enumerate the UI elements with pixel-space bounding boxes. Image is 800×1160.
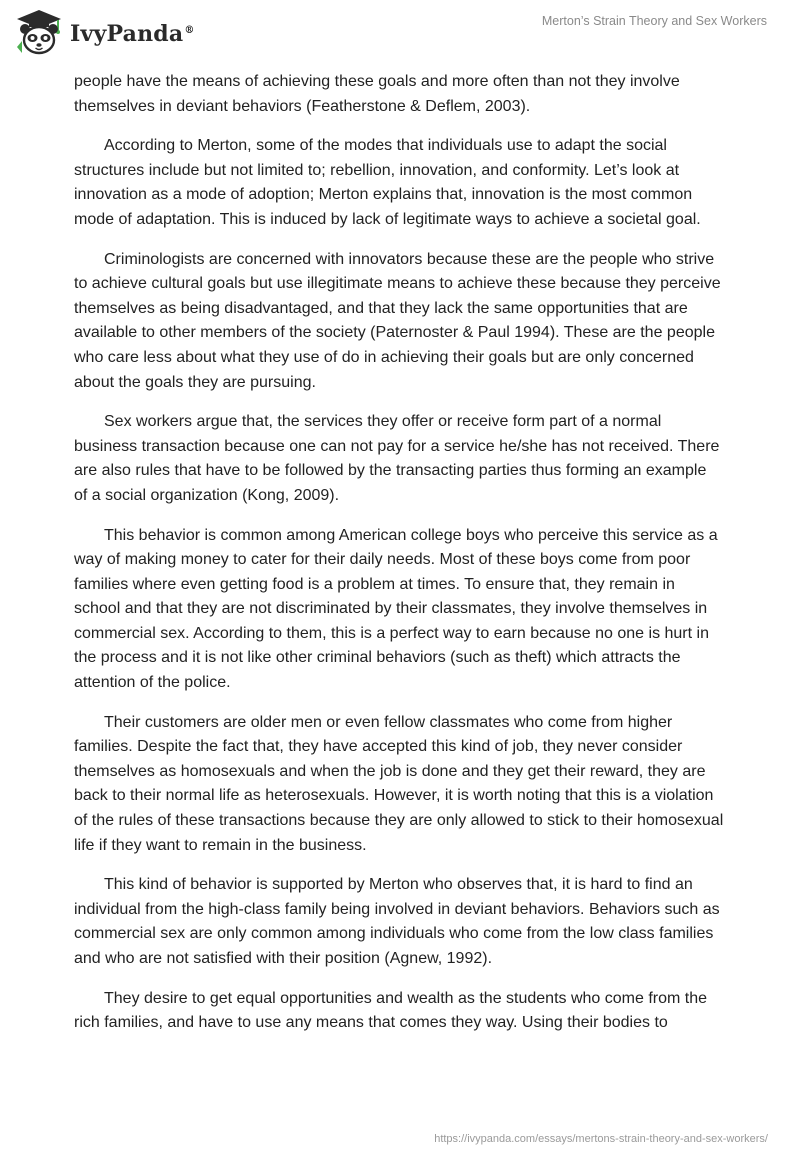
brand-name: IvyPanda® [70, 21, 195, 47]
source-url[interactable]: https://ivypanda.com/essays/mertons-strain-theory-and-sex-workers/ [434, 1133, 768, 1145]
registered-mark: ® [184, 24, 195, 36]
article-body [74, 70, 724, 1051]
page-header [0, 0, 800, 66]
paragraph-8: They desire to get equal opportunities and wealth as the students who come from the rich families, and have to use any means that comes they way. Using their bodies to [74, 989, 708, 1032]
brand-logo[interactable] [14, 7, 195, 57]
paragraph-6: Their customers are older men or even fellow classmates who come from higher families. Despite the fact that, they have accepted this kind of job, they never consider themselves as homosexuals and when the job is done and they get their reward, they are back to their normal life as heterosexuals. However, it is worth noting that this is a violation of the rules of these transactions because they are only allowed to stick to their homosexual life if they want to remain in the business. [74, 713, 724, 854]
paragraph-3: Criminologists are concerned with innovators because these are the people who strive to achieve cultural goals but use illegitimate means to achieve these because they perceive themselves as being disadvantaged, and that they lack the same opportunities that are available to other members of the society (Paternoster & Paul 1994). These are the people who care less about what they use of do in achieving their goals but are only concerned about the goals they are pursuing. [74, 250, 721, 391]
panda-graduate-icon [14, 7, 64, 57]
paragraph-7: This kind of behavior is supported by Merton who observes that, it is hard to find an individual from the high-class family being involved in deviant behaviors. Behaviors such as commercial sex are only common among individuals who come from the low class families and who are not satisfied with their position (Agnew, 1992). [74, 876, 720, 967]
paragraph-4: Sex workers argue that, the services they offer or receive form part of a normal business transaction because one can not pay for a service he/she has not received. There are also rules that have to be followed by the transacting parties thus forming an example of a social organization (Kong, 2009). [74, 413, 720, 504]
paragraph-5: This behavior is common among American college boys who perceive this service as a way of making money to cater for their daily needs. Most of these boys come from poor families where even getting food is a problem at times. To ensure that, they remain in school and that they are not discriminated by their classmates, they involve themselves in commercial sex. According to them, this is a perfect way to earn because no one is hurt in the process and it is not like other criminal behaviors (such as theft) which attracts the attention of the police. [74, 526, 718, 692]
paragraph-2: According to Merton, some of the modes that individuals use to adapt the social structures include but not limited to; rebellion, innovation, and conformity. Let’s look at innovation as a mode of adoption; Merton explains that, innovation is the most common mode of adaptation. This is induced by lack of legitimate ways to achieve a societal goal. [74, 137, 701, 228]
paragraph-1: people have the means of achieving these goals and more often than not they involve themselves in deviant behaviors (Featherstone & Deflem, 2003). [74, 73, 680, 115]
document-title: Merton’s Strain Theory and Sex Workers [541, 14, 767, 28]
